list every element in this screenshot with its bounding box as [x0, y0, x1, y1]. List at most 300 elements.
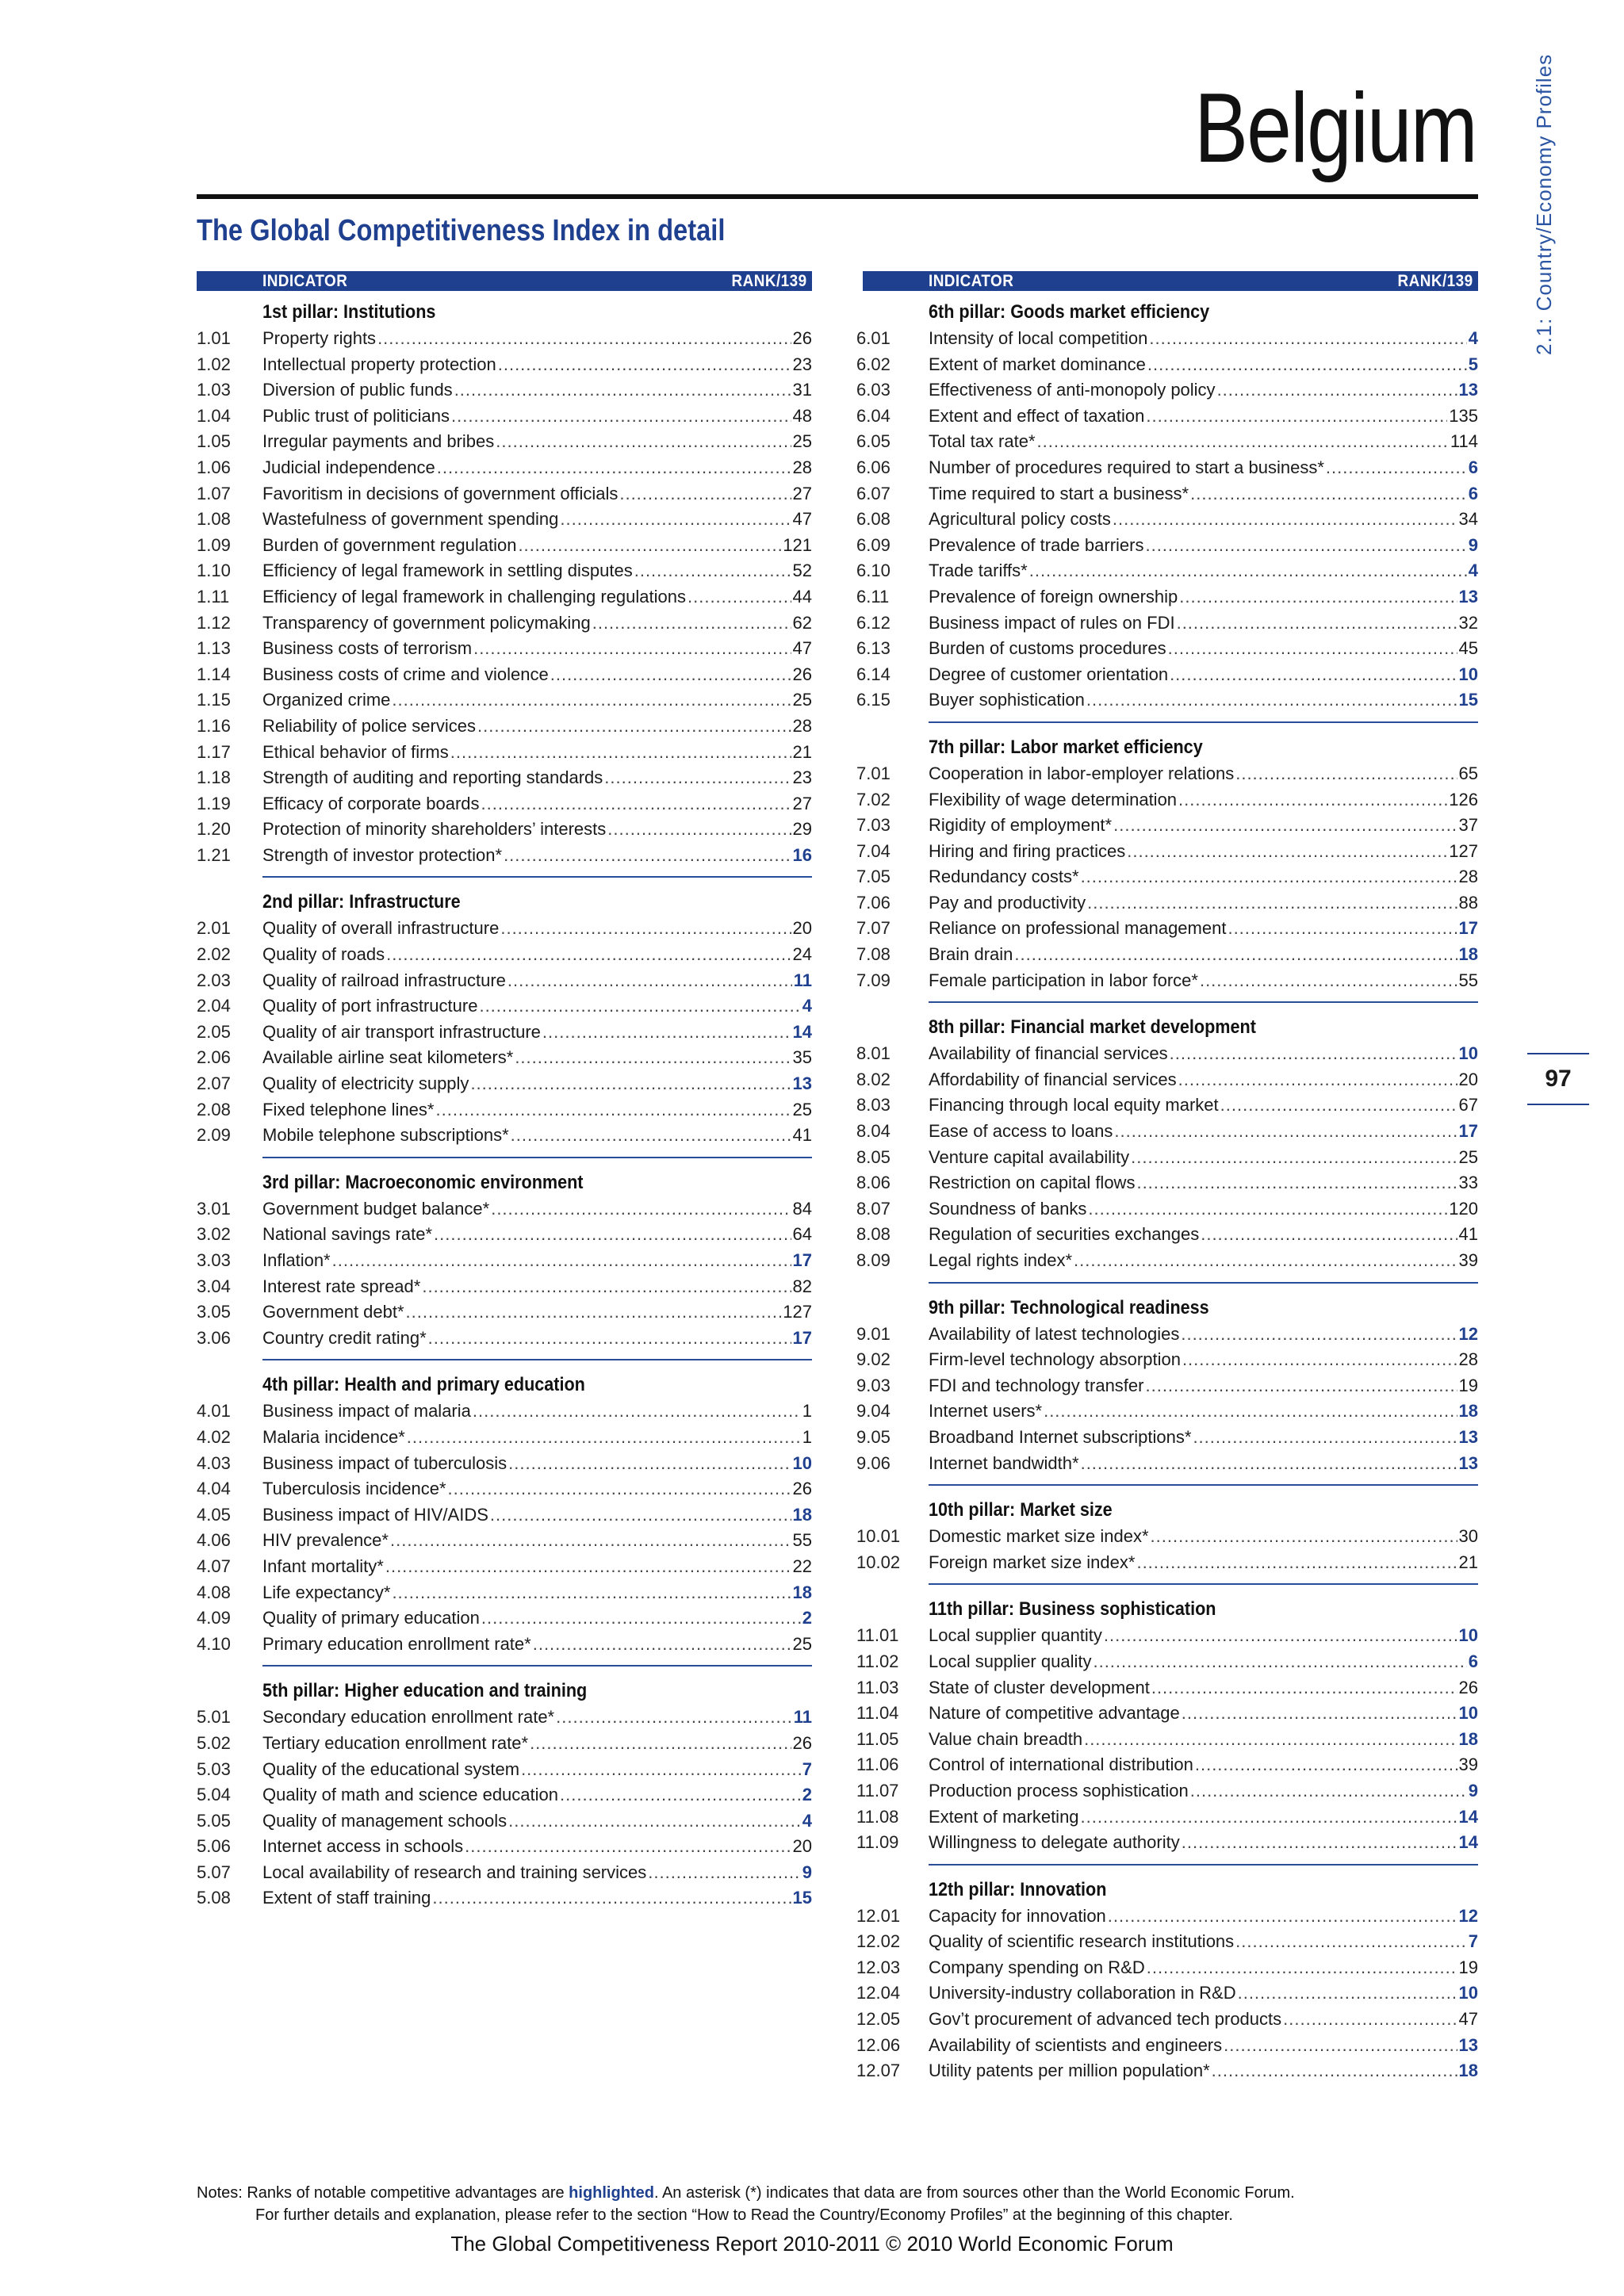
indicator-rank: 17 [792, 1250, 812, 1270]
indicator-row [856, 813, 1478, 839]
indicator-line [929, 1222, 1478, 1248]
indicator-code: 7.01 [856, 763, 891, 783]
dot-leader [491, 1196, 791, 1223]
indicator-row [197, 714, 812, 740]
indicator-line [262, 942, 812, 968]
indicator-code: 12.01 [856, 1905, 901, 1926]
indicator-line [929, 1093, 1478, 1119]
indicator-line [929, 1727, 1478, 1753]
indicator-code: 6.04 [856, 405, 891, 426]
indicator-row [856, 1550, 1478, 1576]
indicator-rank: 23 [792, 354, 812, 374]
indicator-code: 6.15 [856, 690, 891, 710]
indicator-code: 8.09 [856, 1250, 891, 1270]
indicator-rank: 28 [792, 457, 812, 477]
dot-leader [386, 942, 791, 968]
indicator-code: 9.02 [856, 1349, 891, 1370]
indicator-code: 11.03 [856, 1677, 899, 1697]
indicator-row [856, 1451, 1478, 1477]
indicator-label: Business costs of crime and violence [262, 664, 549, 684]
indicator-row [197, 1045, 812, 1071]
indicator-code: 6.06 [856, 457, 891, 477]
indicator-rank: 10 [1458, 1625, 1478, 1646]
indicator-row [197, 1222, 812, 1248]
indicator-rank: 135 [1449, 405, 1478, 426]
indicator-rank: 9 [1468, 1780, 1478, 1800]
indicator-rank: 6 [1468, 483, 1478, 503]
indicator-line [262, 1326, 812, 1352]
pillar-title: 9th pillar: Technological readiness [929, 1296, 1209, 1318]
indicator-row [197, 1274, 812, 1300]
indicator-row [856, 916, 1478, 942]
indicator-line [929, 1322, 1478, 1348]
indicator-row [856, 1904, 1478, 1930]
indicator-line [929, 942, 1478, 968]
indicator-label: Inflation* [262, 1250, 331, 1270]
pillar-section [856, 1295, 1478, 1487]
indicator-code: 9.01 [856, 1323, 891, 1344]
dot-leader [1147, 1955, 1457, 1981]
indicator-line [262, 481, 812, 507]
indicator-rank: 1 [802, 1426, 812, 1447]
indicator-row [197, 1885, 812, 1911]
indicator-rank: 15 [1458, 690, 1478, 710]
indicator-label: Burden of customs procedures [929, 638, 1166, 659]
dot-leader [508, 1451, 791, 1477]
indicator-label: Restriction on capital flows [929, 1173, 1136, 1193]
indicator-rank: 120 [1449, 1198, 1478, 1219]
indicator-line [262, 1632, 812, 1658]
indicator-row [856, 2033, 1478, 2059]
indicator-label: Favoritism in decisions of government officials [262, 483, 619, 503]
indicator-line [929, 761, 1478, 787]
indicator-code: 2.08 [197, 1099, 231, 1119]
indicator-row [856, 1955, 1478, 1981]
dot-leader [1113, 507, 1457, 533]
indicator-label: Extent of market dominance [929, 354, 1146, 374]
indicator-code: 6.09 [856, 534, 891, 555]
dot-leader [1178, 1067, 1457, 1093]
dot-leader [688, 584, 791, 610]
notes-line-1 [197, 2182, 1295, 2204]
indicator-label: Total tax rate* [929, 431, 1036, 452]
title-rule [197, 194, 1478, 199]
indicator-label: Quality of primary education [262, 1608, 480, 1628]
indicator-row [856, 761, 1478, 787]
indicator-row [856, 1067, 1478, 1093]
indicator-rank: 25 [792, 690, 812, 710]
indicator-code: 6.12 [856, 612, 891, 633]
indicator-row [856, 404, 1478, 430]
indicator-label: Prevalence of foreign ownership [929, 586, 1178, 607]
indicator-row [856, 1145, 1478, 1171]
indicator-code: 9.06 [856, 1452, 891, 1473]
indicator-row [197, 765, 812, 791]
indicator-label: Tertiary education enrollment rate* [262, 1732, 529, 1753]
indicator-line [929, 1955, 1478, 1981]
pillar-title: 12th pillar: Innovation [929, 1878, 1107, 1900]
dot-leader [1178, 787, 1447, 813]
dot-leader [407, 1425, 801, 1451]
dot-leader [479, 993, 800, 1020]
indicator-rank: 25 [792, 1099, 812, 1119]
indicator-code: 2.04 [197, 996, 231, 1016]
indicator-label: Business impact of rules on FDI [929, 612, 1175, 633]
indicator-line [262, 1860, 812, 1886]
indicator-rank: 37 [1458, 815, 1478, 836]
indicator-label: Availability of scientists and engineers [929, 2034, 1223, 2055]
indicator-code: 1.09 [197, 534, 231, 555]
indicator-row [856, 942, 1478, 968]
pillar-section [197, 1678, 812, 1919]
indicator-rank: 2 [802, 1785, 812, 1805]
dot-leader [1200, 968, 1457, 994]
indicator-code: 3.02 [197, 1224, 231, 1245]
indicator-row [197, 1731, 812, 1757]
indicator-label: Local supplier quality [929, 1651, 1092, 1671]
indicator-row [197, 636, 812, 662]
indicator-rank: 45 [1458, 638, 1478, 659]
dot-leader [511, 1123, 791, 1149]
indicator-label: FDI and technology transfer [929, 1375, 1144, 1395]
indicator-line [262, 352, 812, 378]
indicator-rank: 126 [1449, 789, 1478, 809]
indicator-line [262, 916, 812, 942]
indicator-rank: 11 [793, 1707, 812, 1728]
indicator-line [262, 993, 812, 1020]
indicator-label: Organized crime [262, 690, 391, 710]
indicator-code: 6.07 [856, 483, 891, 503]
indicator-code: 1.03 [197, 380, 231, 400]
indicator-label: Business impact of tuberculosis [262, 1452, 508, 1473]
indicator-line [262, 765, 812, 791]
indicator-code: 11.09 [856, 1832, 899, 1853]
indicator-code: 1.05 [197, 431, 231, 452]
dot-leader [515, 1045, 791, 1071]
dot-leader [481, 1605, 801, 1632]
dot-leader [434, 1222, 791, 1248]
indicator-label: Redundancy costs* [929, 867, 1079, 887]
indicator-line [929, 1904, 1478, 1930]
dot-leader [550, 662, 791, 688]
indicator-rank: 47 [792, 509, 812, 530]
indicator-label: Agricultural policy costs [929, 509, 1111, 530]
indicator-line [929, 864, 1478, 890]
pillar-section [856, 1596, 1478, 1865]
indicator-label: Control of international distribution [929, 1755, 1193, 1775]
country-name: Belgium [1194, 74, 1477, 183]
indicator-code: 7.04 [856, 840, 891, 861]
indicator-line [262, 533, 812, 559]
indicator-label: Reliability of police services [262, 715, 476, 736]
indicator-label: Government budget balance* [262, 1198, 490, 1219]
dot-leader [1217, 377, 1457, 404]
indicator-line [262, 326, 812, 352]
indicator-label: Reliance on professional management [929, 918, 1227, 939]
indicator-line [262, 1425, 812, 1451]
indicator-label: Buyer sophistication [929, 690, 1085, 710]
indicator-code: 6.13 [856, 638, 891, 659]
indicator-code: 1.19 [197, 793, 231, 813]
indicator-row [197, 1451, 812, 1477]
indicator-label: Internet bandwidth* [929, 1452, 1079, 1473]
indicator-label: Rigidity of employment* [929, 815, 1113, 836]
indicator-line [262, 1399, 812, 1425]
dot-leader [1170, 662, 1457, 688]
indicator-rank: 18 [1458, 944, 1478, 965]
indicator-code: 4.03 [197, 1452, 231, 1473]
indicator-line [262, 843, 812, 869]
dot-leader [385, 1554, 791, 1580]
indicator-row [856, 1778, 1478, 1804]
indicator-label: Quality of scientific research institutions [929, 1931, 1235, 1952]
indicator-rank: 32 [1458, 612, 1478, 633]
indicator-line [262, 791, 812, 817]
indicator-code: 1.07 [197, 483, 231, 503]
indicator-header: INDICATOR [262, 271, 348, 290]
indicator-row [197, 404, 812, 430]
indicator-line [262, 817, 812, 843]
dot-leader [1074, 1248, 1457, 1274]
indicator-code: 4.06 [197, 1530, 231, 1551]
indicator-rank: 28 [1458, 1349, 1478, 1370]
indicator-label: Efficacy of corporate boards [262, 793, 480, 813]
indicator-row [856, 533, 1478, 559]
indicator-row [856, 455, 1478, 481]
dot-leader [1151, 1524, 1457, 1550]
indicator-rank: 28 [792, 715, 812, 736]
indicator-label: State of cluster development [929, 1677, 1150, 1697]
indicator-row [856, 890, 1478, 916]
indicator-line [929, 1980, 1478, 2007]
indicator-label: Business impact of HIV/AIDS [262, 1504, 488, 1525]
indicator-code: 6.11 [856, 586, 890, 607]
indicator-code: 5.08 [197, 1888, 231, 1908]
indicator-rank: 44 [792, 586, 812, 607]
indicator-label: Female participation in labor force* [929, 970, 1198, 990]
indicator-row [856, 1980, 1478, 2007]
pillar-title: 1st pillar: Institutions [262, 301, 436, 323]
indicator-line [262, 584, 812, 610]
indicator-row [856, 1347, 1478, 1373]
dot-leader [1127, 839, 1447, 865]
dot-leader [500, 916, 791, 942]
notes-prefix: Notes: Ranks of notable competitive advantages are [197, 2184, 569, 2202]
indicator-line [929, 404, 1478, 430]
pillar-title: 2nd pillar: Infrastructure [262, 891, 461, 913]
indicator-line [262, 1071, 812, 1097]
dot-leader [470, 1071, 791, 1097]
indicator-rank: 33 [1458, 1173, 1478, 1193]
dot-leader [1145, 533, 1466, 559]
indicator-line [929, 1752, 1478, 1778]
dot-leader [465, 1834, 791, 1860]
indicator-label: Interest rate spread* [262, 1276, 421, 1296]
dot-leader [1136, 1550, 1457, 1576]
indicator-label: Flexibility of wage determination [929, 789, 1178, 809]
indicator-label: Time required to start a business* [929, 483, 1189, 503]
indicator-label: Available airline seat kilometers* [262, 1047, 514, 1068]
indicator-code: 6.03 [856, 380, 891, 400]
indicator-row [197, 993, 812, 1020]
indicator-code: 1.14 [197, 664, 231, 684]
dot-leader [521, 1757, 801, 1783]
indicator-code: 12.05 [856, 2009, 901, 2030]
indicator-line [929, 1170, 1478, 1196]
indicator-code: 7.02 [856, 789, 891, 809]
indicator-line [262, 1580, 812, 1606]
indicator-row [856, 377, 1478, 404]
dot-leader [1087, 890, 1457, 916]
indicator-row [197, 610, 812, 637]
indicator-rank: 19 [1458, 1957, 1478, 1977]
indicator-line [929, 352, 1478, 378]
indicator-row [856, 1623, 1478, 1649]
indicator-rank: 21 [1458, 1552, 1478, 1572]
indicator-label: Degree of customer orientation [929, 664, 1169, 684]
indicator-code: 6.08 [856, 509, 891, 530]
indicator-line [929, 1623, 1478, 1649]
dot-leader [1235, 761, 1457, 787]
indicator-row [197, 1248, 812, 1274]
indicator-line [262, 1757, 812, 1783]
dot-leader [634, 558, 791, 584]
indicator-rank: 10 [792, 1452, 812, 1473]
indicator-row [197, 533, 812, 559]
indicator-row [197, 1580, 812, 1606]
indicator-row [856, 1701, 1478, 1727]
indicator-rank: 13 [1458, 2034, 1478, 2055]
indicator-line [929, 1524, 1478, 1550]
indicator-label: Effectiveness of anti-monopoly policy [929, 380, 1216, 400]
indicator-row [197, 1808, 812, 1835]
indicator-rank: 10 [1458, 1043, 1478, 1064]
indicator-line [262, 1731, 812, 1757]
indicator-label: Malaria incidence* [262, 1426, 405, 1447]
indicator-row [856, 968, 1478, 994]
indicator-code: 11.04 [856, 1703, 899, 1724]
indicator-row [197, 352, 812, 378]
dot-leader [1235, 1929, 1467, 1955]
indicator-row [197, 843, 812, 869]
pillar-title: 11th pillar: Business sophistication [929, 1598, 1216, 1621]
indicator-line [929, 968, 1478, 994]
indicator-line [262, 968, 812, 994]
dot-leader [1181, 1322, 1457, 1348]
dot-leader [1114, 1119, 1457, 1145]
indicator-line [262, 610, 812, 637]
indicator-rank: 12 [1458, 1905, 1478, 1926]
indicator-row [197, 1782, 812, 1808]
indicator-code: 1.20 [197, 819, 231, 840]
indicator-label: Quality of railroad infrastructure [262, 970, 506, 990]
indicator-row [856, 1929, 1478, 1955]
indicator-rank: 25 [792, 1633, 812, 1654]
indicator-code: 1.10 [197, 561, 231, 581]
dot-leader [1220, 1093, 1457, 1119]
indicator-line [929, 1451, 1478, 1477]
indicator-code: 5.03 [197, 1758, 231, 1779]
pillar-title: 7th pillar: Labor market efficiency [929, 736, 1203, 758]
indicator-label: Capacity for innovation [929, 1905, 1106, 1926]
indicator-line [929, 1778, 1478, 1804]
pillar-section [856, 1497, 1478, 1585]
indicator-code: 3.04 [197, 1276, 231, 1296]
indicator-row [197, 1123, 812, 1149]
indicator-rank: 17 [792, 1327, 812, 1348]
dot-leader [1113, 813, 1457, 839]
indicator-row [856, 1675, 1478, 1701]
indicator-line [262, 455, 812, 481]
indicator-line [929, 2007, 1478, 2033]
dot-leader [1190, 1778, 1467, 1804]
indicator-code: 5.06 [197, 1836, 231, 1857]
indicator-rank: 20 [1458, 1069, 1478, 1089]
indicator-label: Company spending on R&D [929, 1957, 1145, 1977]
indicator-label: Judicial independence [262, 457, 435, 477]
indicator-rank: 14 [792, 1021, 812, 1042]
indicator-label: Production process sophistication [929, 1780, 1189, 1800]
indicator-line [262, 1705, 812, 1731]
indicator-rank: 26 [1458, 1677, 1478, 1697]
indicator-label: Life expectancy* [262, 1582, 391, 1602]
indicator-line [262, 1097, 812, 1123]
indicator-code: 9.03 [856, 1375, 891, 1395]
dot-leader [1136, 1170, 1457, 1196]
dot-leader [1093, 1649, 1466, 1675]
indicator-label: Availability of financial services [929, 1043, 1168, 1064]
indicator-line [262, 377, 812, 404]
indicator-row [856, 352, 1478, 378]
indicator-code: 1.18 [197, 767, 231, 788]
indicator-rank: 21 [792, 741, 812, 762]
indicator-row [197, 1196, 812, 1223]
indicator-line [262, 1123, 812, 1149]
indicator-row [197, 1476, 812, 1502]
indicator-line [929, 1804, 1478, 1831]
indicator-rank: 88 [1458, 892, 1478, 913]
dot-leader [1146, 404, 1447, 430]
indicator-rank: 64 [792, 1224, 812, 1245]
indicator-code: 1.02 [197, 354, 231, 374]
indicator-rank: 26 [792, 664, 812, 684]
column-header [197, 271, 812, 291]
indicator-label: Trade tariffs* [929, 561, 1028, 581]
indicator-label: Internet access in schools [262, 1836, 464, 1857]
indicator-rank: 39 [1458, 1250, 1478, 1270]
indicator-row [197, 1425, 812, 1451]
indicator-row [856, 1524, 1478, 1550]
indicator-code: 8.08 [856, 1224, 891, 1245]
indicator-row [197, 942, 812, 968]
pillar-section [856, 1877, 1478, 2092]
indicator-rank: 4 [1468, 561, 1478, 581]
indicator-row [197, 1502, 812, 1529]
pillar-title: 8th pillar: Financial market development [929, 1016, 1256, 1039]
indicator-code: 7.08 [856, 944, 891, 965]
indicator-code: 8.04 [856, 1121, 891, 1142]
indicator-rank: 9 [1468, 534, 1478, 555]
indicator-label: Intensity of local competition [929, 328, 1148, 348]
indicator-row [856, 429, 1478, 455]
indicator-code: 11.07 [856, 1780, 899, 1800]
indicator-code: 12.07 [856, 2061, 901, 2081]
indicator-label: Gov’t procurement of advanced tech products [929, 2009, 1282, 2030]
indicator-rank: 29 [792, 819, 812, 840]
indicator-label: Quality of roads [262, 944, 385, 965]
indicator-code: 8.01 [856, 1043, 891, 1064]
dot-leader [1193, 1425, 1457, 1451]
